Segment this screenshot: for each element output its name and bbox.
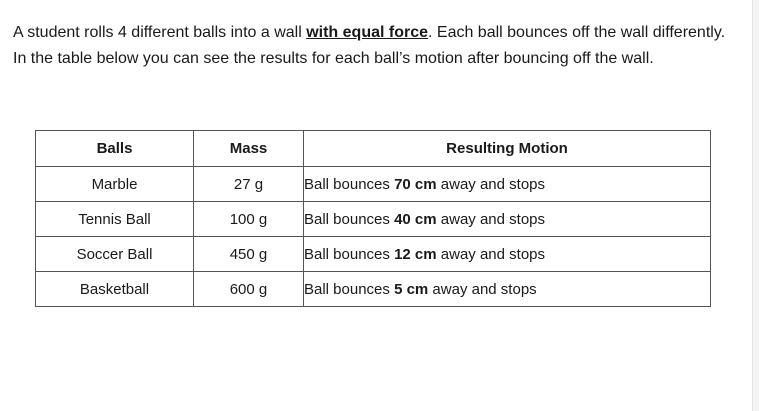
header-row (36, 131, 711, 167)
header-mass: Mass (194, 131, 304, 167)
motion-suffix: away and stops (436, 245, 546, 263)
ball-motion (304, 272, 711, 307)
results-table-body (36, 167, 711, 307)
ball-name: Tennis Ball (36, 202, 194, 237)
motion-suffix: away and stops (436, 175, 546, 193)
ball-motion (304, 202, 711, 237)
scrollbar-track[interactable] (752, 0, 759, 411)
ball-name: Soccer Ball (36, 237, 194, 272)
ball-motion (304, 237, 711, 272)
bounce-distance: 12 cm (394, 245, 437, 263)
table-row (36, 202, 711, 237)
motion-suffix: away and stops (428, 280, 537, 298)
intro-paragraph (13, 20, 733, 72)
intro-text-start: A student rolls 4 different balls into a wall (13, 24, 307, 41)
header-balls: Balls (36, 131, 194, 167)
motion-prefix: Ball bounces (304, 280, 395, 298)
header-resulting-motion: Resulting Motion (304, 131, 711, 167)
table-row (36, 272, 711, 307)
intro-emphasis: with equal force (306, 24, 428, 41)
motion-prefix: Ball bounces (304, 210, 395, 228)
results-table-header (36, 131, 711, 167)
ball-motion (304, 167, 711, 202)
table-row (36, 167, 711, 202)
ball-name: Marble (36, 167, 194, 202)
bounce-distance: 70 cm (394, 175, 437, 193)
ball-mass: 100 g (194, 202, 304, 237)
motion-prefix: Ball bounces (304, 245, 395, 263)
ball-mass: 27 g (194, 167, 304, 202)
motion-suffix: away and stops (436, 210, 546, 228)
intro-text-end: . Each ball bounces off the wall differently. In the table below you can see the results for each ball’s motion after bouncing off the wall. (13, 24, 726, 67)
motion-prefix: Ball bounces (304, 175, 395, 193)
bounce-distance: 40 cm (394, 210, 437, 228)
table-row (36, 237, 711, 272)
bounce-distance: 5 cm (394, 280, 429, 298)
ball-mass: 450 g (194, 237, 304, 272)
ball-name: Basketball (36, 272, 194, 307)
results-table (35, 130, 711, 307)
ball-mass: 600 g (194, 272, 304, 307)
